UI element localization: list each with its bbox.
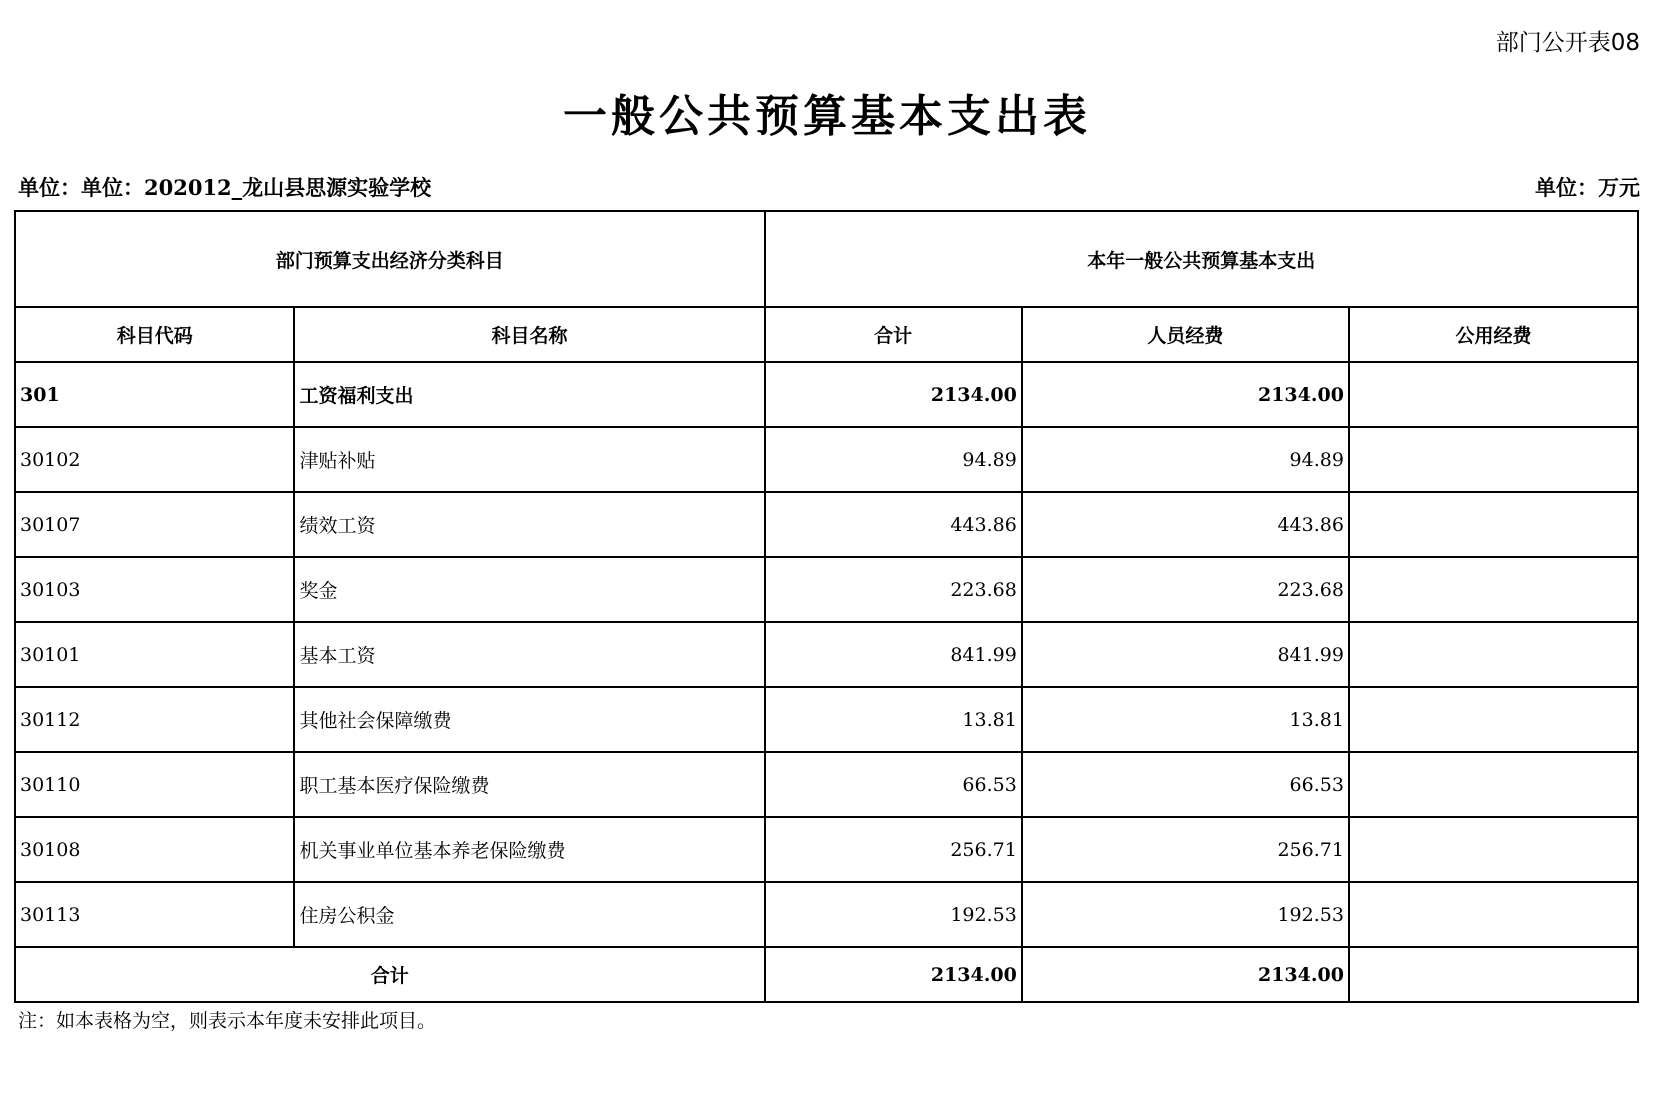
row-name: 绩效工资 (294, 492, 764, 557)
header-group-row (15, 211, 1638, 307)
row-code: 30102 (15, 427, 294, 492)
header-name: 科目名称 (294, 307, 764, 362)
row-public (1349, 492, 1638, 557)
row-name: 职工基本医疗保险缴费 (294, 752, 764, 817)
row-name: 其他社会保障缴费 (294, 687, 764, 752)
row-public (1349, 362, 1638, 427)
header-personnel: 人员经费 (1022, 307, 1349, 362)
row-code: 30101 (15, 622, 294, 687)
row-total: 443.86 (765, 492, 1022, 557)
row-public (1349, 752, 1638, 817)
row-total: 223.68 (765, 557, 1022, 622)
row-code: 301 (15, 362, 294, 427)
row-personnel: 256.71 (1022, 817, 1349, 882)
header-public: 公用经费 (1349, 307, 1638, 362)
total-amount: 2134.00 (765, 947, 1022, 1002)
row-personnel: 94.89 (1022, 427, 1349, 492)
total-label: 合计 (15, 947, 765, 1002)
header-code: 科目代码 (15, 307, 294, 362)
row-public (1349, 427, 1638, 492)
row-total: 841.99 (765, 622, 1022, 687)
row-total: 94.89 (765, 427, 1022, 492)
row-name: 机关事业单位基本养老保险缴费 (294, 817, 764, 882)
row-personnel: 841.99 (1022, 622, 1349, 687)
table-row (15, 427, 1638, 492)
row-public (1349, 687, 1638, 752)
table-row (15, 362, 1638, 427)
row-personnel: 223.68 (1022, 557, 1349, 622)
row-personnel: 13.81 (1022, 687, 1349, 752)
unit-organization: 单位：单位：202012_龙山县思源实验学校 (18, 175, 432, 200)
row-personnel: 443.86 (1022, 492, 1349, 557)
table-row (15, 687, 1638, 752)
header-basic-expenditure: 本年一般公共预算基本支出 (765, 211, 1638, 307)
total-public (1349, 947, 1638, 1002)
row-code: 30110 (15, 752, 294, 817)
row-code: 30103 (15, 557, 294, 622)
page-title: 一般公共预算基本支出表 (563, 91, 1091, 142)
row-public (1349, 817, 1638, 882)
header-total: 合计 (765, 307, 1022, 362)
row-personnel: 192.53 (1022, 882, 1349, 947)
unit-currency: 单位：万元 (1535, 175, 1640, 200)
footnote: 注：如本表格为空，则表示本年度未安排此项目。 (18, 1010, 437, 1032)
row-name: 基本工资 (294, 622, 764, 687)
budget-table (14, 210, 1639, 1003)
header-column-row (15, 307, 1638, 362)
row-personnel: 66.53 (1022, 752, 1349, 817)
table-number-label: 部门公开表08 (1495, 30, 1640, 56)
row-code: 30112 (15, 687, 294, 752)
table-row (15, 882, 1638, 947)
total-personnel: 2134.00 (1022, 947, 1349, 1002)
row-code: 30113 (15, 882, 294, 947)
row-name: 工资福利支出 (294, 362, 764, 427)
table-row (15, 817, 1638, 882)
row-total: 2134.00 (765, 362, 1022, 427)
row-name: 住房公积金 (294, 882, 764, 947)
row-total: 256.71 (765, 817, 1022, 882)
row-public (1349, 882, 1638, 947)
table-row (15, 622, 1638, 687)
row-total: 13.81 (765, 687, 1022, 752)
table-row (15, 752, 1638, 817)
row-personnel: 2134.00 (1022, 362, 1349, 427)
row-code: 30108 (15, 817, 294, 882)
row-code: 30107 (15, 492, 294, 557)
row-name: 津贴补贴 (294, 427, 764, 492)
table-row (15, 557, 1638, 622)
row-total: 66.53 (765, 752, 1022, 817)
row-total: 192.53 (765, 882, 1022, 947)
row-public (1349, 622, 1638, 687)
header-classification: 部门预算支出经济分类科目 (15, 211, 765, 307)
row-name: 奖金 (294, 557, 764, 622)
table-row (15, 492, 1638, 557)
total-row (15, 947, 1638, 1002)
row-public (1349, 557, 1638, 622)
